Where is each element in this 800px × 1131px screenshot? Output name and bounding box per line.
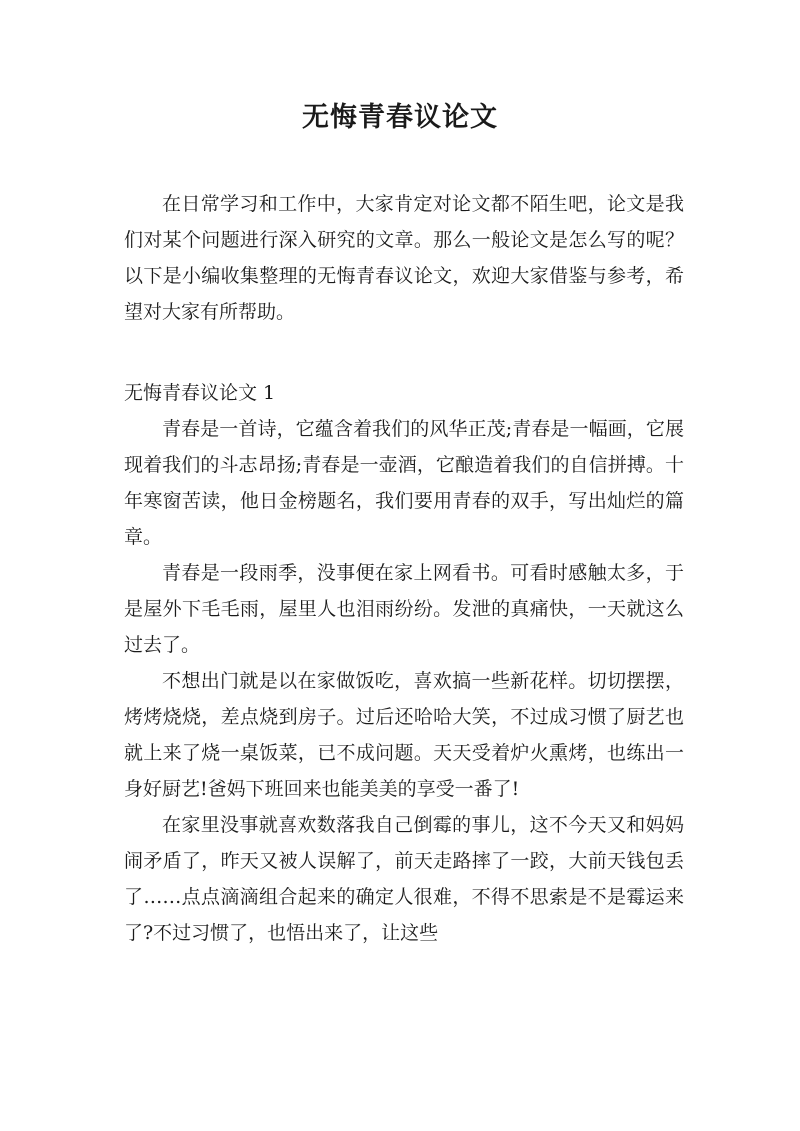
essay-section — [124, 375, 684, 951]
intro-block — [124, 186, 684, 330]
body-paragraph-4: 在家里没事就喜欢数落我自己倒霉的事儿，这不今天又和妈妈闹矛盾了，昨天又被人误解了，前天走路摔了一跤，大前天钱包丢了……点点滴滴组合起来的确定人很难，不得不思索是不是霉运来了?不过习惯了，也悟出来了，让这些 — [124, 814, 684, 944]
body-paragraph-1: 青春是一首诗，它蕴含着我们的风华正茂;青春是一幅画，它展现着我们的斗志昂扬;青春是一壶酒，它酿造着我们的自信拼搏。十年寒窗苦读，他日金榜题名，我们要用青春的双手，写出灿烂的篇章。 — [124, 418, 684, 548]
section-heading: 无悔青春议论文 1 — [124, 382, 276, 404]
body-paragraph-3: 不想出门就是以在家做饭吃，喜欢搞一些新花样。切切摆摆，烤烤烧烧，差点烧到房子。过后还哈哈大笑，不过成习惯了厨艺也就上来了烧一桌饭菜，已不成问题。天天受着炉火熏烤，也练出一身好厨艺!爸妈下班回来也能美美的享受一番了! — [124, 670, 684, 800]
intro-paragraph: 在日常学习和工作中，大家肯定对论文都不陌生吧，论文是我们对某个问题进行深入研究的文章。那么一般论文是怎么写的呢？以下是小编收集整理的无悔青春议论文，欢迎大家借鉴与参考，希望对大家有所帮助。 — [124, 193, 684, 323]
body-paragraph-2: 青春是一段雨季，没事便在家上网看书。可看时感触太多，于是屋外下毛毛雨，屋里人也泪雨纷纷。发泄的真痛快，一天就这么过去了。 — [124, 562, 684, 656]
document-title: 无悔青春议论文 — [302, 102, 498, 133]
